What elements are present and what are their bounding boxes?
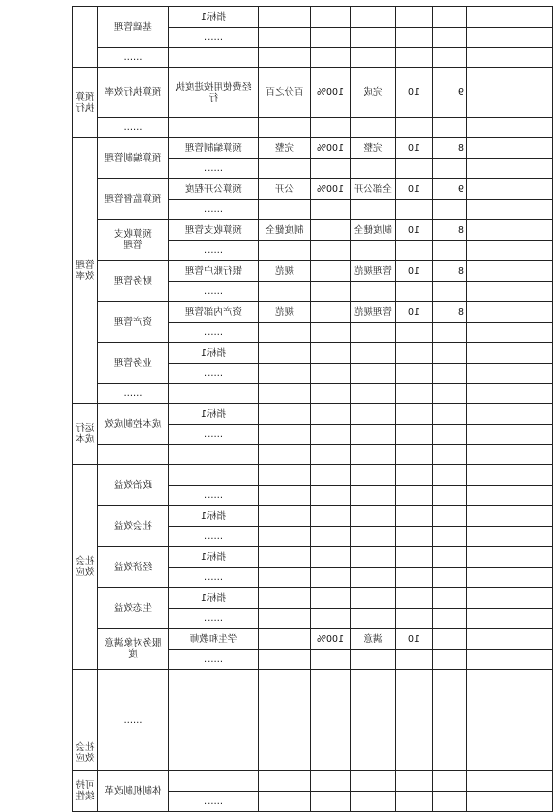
item-cell: 服务对象满意度 [98,629,169,670]
ellipsis-cell: …… [98,118,169,138]
item-cell: 财务管理 [98,261,169,302]
ellipsis-cell: …… [169,282,259,302]
table-row [73,547,553,568]
item-cell: 预算执行效率 [98,68,169,118]
item-cell: 业务管理 [98,343,169,384]
score-cell: 10 [396,220,433,241]
ellipsis-cell: …… [169,792,259,812]
table-row [73,48,553,68]
table-row [73,384,553,404]
indicator-cell: 预算公开程度 [169,179,259,200]
weight-cell: 100% [311,179,351,200]
ellipsis-cell: …… [98,48,169,68]
table-row [73,771,553,792]
ellipsis-cell: …… [169,568,259,588]
target-cell: 完整 [259,138,311,159]
indicator-cell: 指标1 [169,506,259,527]
actual-cell: 管理规范 [351,302,396,323]
item-cell: 基础管理 [98,7,169,48]
table-row [73,404,553,425]
table-row [73,670,553,771]
ellipsis-cell: …… [169,650,259,670]
points-cell: 8 [433,220,467,241]
ellipsis-cell: …… [169,200,259,220]
table-row [73,629,553,650]
item-cell: 资产管理 [98,302,169,343]
indicator-cell: 资产内部管理 [169,302,259,323]
table-row [73,465,553,486]
item-cell: 社会效益 [98,506,169,547]
table-row [73,68,553,118]
section-cell: 运行 成本 [73,404,98,465]
table-row [73,138,553,159]
actual-cell: 满意 [351,629,396,650]
points-cell: 8 [433,261,467,282]
points-cell: 9 [433,68,467,118]
indicator-cell: 指标1 [169,588,259,609]
actual-cell: 完成 [351,68,396,118]
score-cell: 10 [396,302,433,323]
target-cell: 制度健全 [259,220,311,241]
weight-cell: 100% [311,629,351,650]
table-row [73,261,553,282]
ellipsis-cell: …… [169,241,259,261]
score-cell: 10 [396,68,433,118]
points-cell: 9 [433,179,467,200]
indicator-cell: 预算编制管理 [169,138,259,159]
ellipsis-cell: …… [169,364,259,384]
indicator-cell: 学生和教师 [169,629,259,650]
indicator-cell: 指标1 [169,343,259,364]
target-cell: 公开 [259,179,311,200]
item-cell: 预算编制管理 [98,138,169,179]
ellipsis-cell: …… [169,425,259,445]
item-cell: 预算监督管理 [98,179,169,220]
item-cell: 经济效益 [98,547,169,588]
evaluation-table [72,6,553,812]
table-row [73,179,553,200]
ellipsis-cell: …… [169,323,259,343]
score-cell: 10 [396,179,433,200]
table-row [73,7,553,28]
item-cell: 成本控制成效 [98,404,169,445]
weight-cell: 100% [311,68,351,118]
indicator-cell: 指标1 [169,404,259,425]
item-cell: 生态效益 [98,588,169,629]
score-cell: 10 [396,629,433,650]
table-row [73,220,553,241]
ellipsis-cell: …… [169,159,259,179]
table-row [73,302,553,323]
indicator-cell: 经费使用按进度执 行 [169,68,259,118]
table-row [73,588,553,609]
item-cell: 预算收支 管理 [98,220,169,261]
section-cell: 管理 效率 [73,138,98,404]
table-row [73,506,553,527]
item-cell: 体制机制改革 [98,771,169,812]
indicator-cell: 预算收支管理 [169,220,259,241]
weight-cell: 100% [311,138,351,159]
section-cell: 社会 效应 [73,465,98,670]
ellipsis-cell: …… [98,670,169,771]
ellipsis-cell: …… [169,609,259,629]
indicator-cell: 指标1 [169,7,259,28]
actual-cell: 全部公开 [351,179,396,200]
ellipsis-cell: …… [169,28,259,48]
ellipsis-cell: …… [169,486,259,506]
indicator-cell: 指标1 [169,547,259,568]
section-cell: 预算 执行 [73,68,98,138]
indicator-cell: 银行账户管理 [169,261,259,282]
target-cell: 规范 [259,261,311,282]
score-cell: 10 [396,261,433,282]
target-cell: 规范 [259,302,311,323]
actual-cell: 制度健全 [351,220,396,241]
ellipsis-cell: …… [169,527,259,547]
item-cell: 政治效益 [98,465,169,506]
points-cell: 8 [433,138,467,159]
section-cell: 可持 续性 [73,771,98,812]
ellipsis-cell: …… [98,384,169,404]
table-row [73,445,553,465]
table-row [73,343,553,364]
table-row [73,118,553,138]
section-cell: 社会 效应 [73,670,98,771]
target-cell: 百分之百 [259,68,311,118]
actual-cell: 完整 [351,138,396,159]
points-cell: 8 [433,302,467,323]
score-cell: 10 [396,138,433,159]
actual-cell: 管理规范 [351,261,396,282]
